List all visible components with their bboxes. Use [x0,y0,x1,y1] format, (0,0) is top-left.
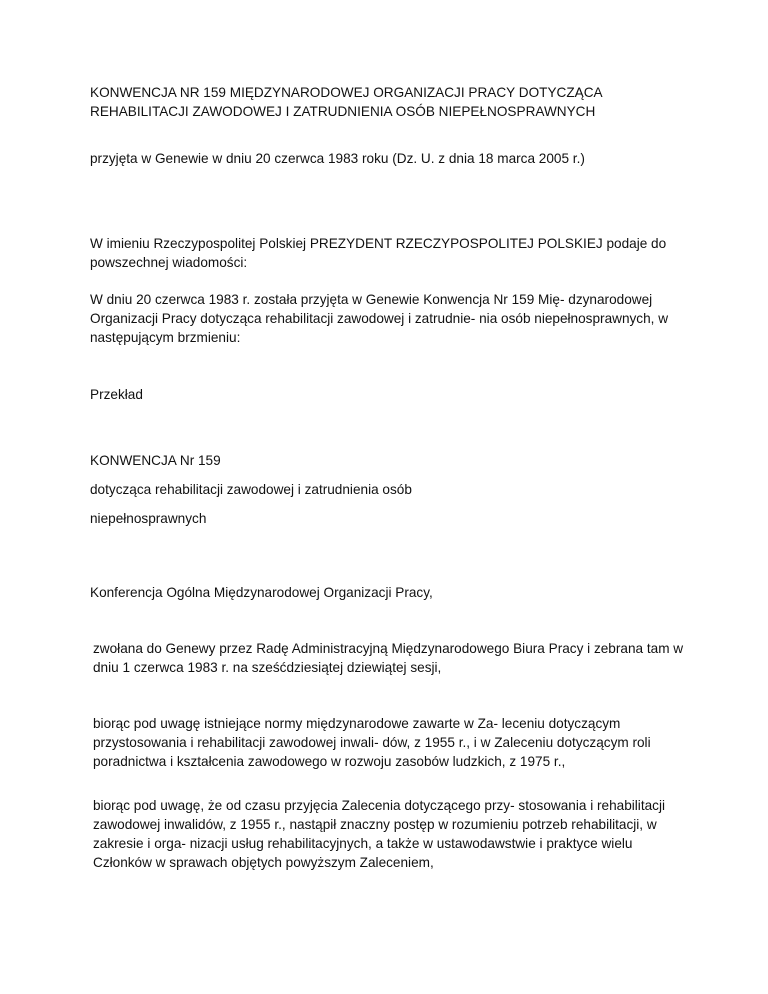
convention-subject-line-1: dotycząca rehabilitacji zawodowej i zatrudnienia osób [90,482,412,497]
recital-paragraph-2: biorąc pod uwagę istniejące normy międzynarodowe zawarte w Za- leceniu dotyczącym przystosowania i rehabilitacji zawodowej inwali- dów, z 1955 r., i w Zaleceniu dotyczącym roli poradnictwa i kształcenia zawodowego w rozwoju zasobów ludzkich, z 1975 r., [93,716,651,769]
statement-paragraph: W dniu 20 czerwca 1983 r. została przyjęta w Genewie Konwencja Nr 159 Mię- dzynarodowej Organizacji Pracy dotycząca rehabilitacji zawodowej i zatrudnie- nia osób niepełnosprawnych, w następującym brzmieniu: [90,292,669,345]
document-title: KONWENCJA NR 159 MIĘDZYNARODOWEJ ORGANIZACJI PRACY DOTYCZĄCA REHABILITACJI ZAWODOWEJ I ZATRUDNIENIA OSÓB NIEPEŁNOSPRAWNYCH [90,85,602,119]
adoption-info: przyjęta w Genewie w dniu 20 czerwca 1983 roku (Dz. U. z dnia 18 marca 2005 r.) [90,151,585,166]
recital-paragraph-3: biorąc pod uwagę, że od czasu przyjęcia Zalecenia dotyczącego przy- stosowania i rehabilitacji zawodowej inwalidów, z 1955 r., nastąpił znaczny postęp w rozumieniu potrzeb rehabilitacji, w zakresie i orga- nizacji usług rehabilitacyjnych, a także w ustawodawstwie i praktyce wielu Członków w sprawach objętych powyższym Zaleceniem, [93,798,665,870]
conference-paragraph: Konferencja Ogólna Międzynarodowej Organizacji Pracy, [90,585,433,600]
convention-subject-line-2: niepełnosprawnych [90,511,207,526]
translation-label: Przekład [90,387,143,402]
proclamation-paragraph: W imieniu Rzeczypospolitej Polskiej PREZYDENT RZECZYPOSPOLITEJ POLSKIEJ podaje do powszechnej wiadomości: [90,236,667,270]
recital-paragraph-1: zwołana do Genewy przez Radę Administracyjną Międzynarodowego Biura Pracy i zebrana tam w dniu 1 czerwca 1983 r. na sześćdziesiątej dziewiątej sesji, [93,641,684,675]
convention-heading: KONWENCJA Nr 159 [90,453,221,468]
